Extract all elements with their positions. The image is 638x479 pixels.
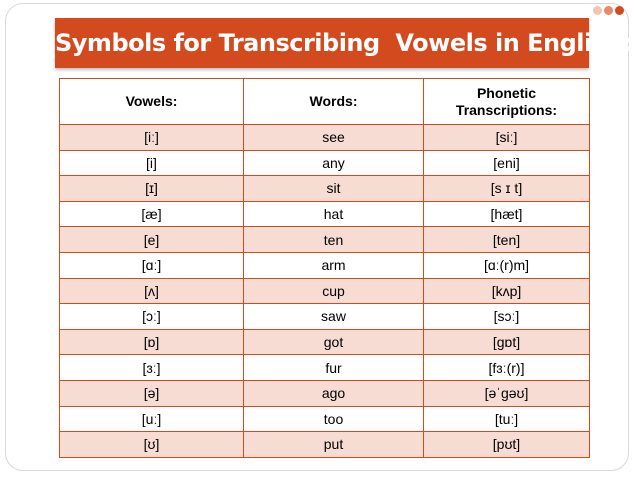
transcription-cell: [pʊt] [424, 432, 590, 458]
vowel-cell: [uː] [60, 406, 244, 432]
slide-title: Symbols for Transcribing Vowels in English: [55, 18, 589, 68]
word-cell: saw [244, 304, 424, 330]
word-cell: too [244, 406, 424, 432]
table-header-row [60, 79, 590, 125]
table-row [60, 432, 590, 458]
vowel-symbols-table [59, 78, 590, 458]
word-cell: got [244, 329, 424, 355]
transcription-cell: [fɜː(r)] [424, 355, 590, 381]
header-words: Words: [244, 79, 424, 125]
vowel-cell: [ɒ] [60, 329, 244, 355]
word-cell: ago [244, 380, 424, 406]
transcription-cell: [siː] [424, 125, 590, 151]
vowel-cell: [æ] [60, 201, 244, 227]
word-cell: see [244, 125, 424, 151]
header-vowels: Vowels: [60, 79, 244, 125]
transcription-cell: [gɒt] [424, 329, 590, 355]
deco-dot [604, 6, 613, 15]
transcription-cell: [eni] [424, 150, 590, 176]
word-cell: sit [244, 176, 424, 202]
vowel-cell: [i] [60, 150, 244, 176]
transcription-cell: [ten] [424, 227, 590, 253]
deco-dot [593, 6, 602, 15]
table-row [60, 329, 590, 355]
word-cell: any [244, 150, 424, 176]
vowel-cell: [ə] [60, 380, 244, 406]
transcription-cell: [kʌp] [424, 278, 590, 304]
transcription-cell: [əˈgəʊ] [424, 380, 590, 406]
vowel-cell: [ʌ] [60, 278, 244, 304]
transcription-cell: [s ɪ t] [424, 176, 590, 202]
vowel-cell: [iː] [60, 125, 244, 151]
table-row [60, 176, 590, 202]
table-row [60, 252, 590, 278]
table-row [60, 227, 590, 253]
vowel-cell: [e] [60, 227, 244, 253]
vowel-cell: [ɜː] [60, 355, 244, 381]
table-row [60, 150, 590, 176]
transcription-cell: [tuː] [424, 406, 590, 432]
word-cell: hat [244, 201, 424, 227]
vowel-cell: [ɪ] [60, 176, 244, 202]
table-row [60, 201, 590, 227]
word-cell: put [244, 432, 424, 458]
word-cell: arm [244, 252, 424, 278]
deco-dot [615, 6, 624, 15]
vowel-cell: [ɑː] [60, 252, 244, 278]
vowel-cell: [ɔː] [60, 304, 244, 330]
table-row [60, 278, 590, 304]
vowel-cell: [ʊ] [60, 432, 244, 458]
transcription-cell: [hæt] [424, 201, 590, 227]
word-cell: cup [244, 278, 424, 304]
transcription-cell: [sɔː] [424, 304, 590, 330]
word-cell: fur [244, 355, 424, 381]
corner-decoration [593, 6, 633, 16]
table-row [60, 406, 590, 432]
table-row [60, 355, 590, 381]
table-row [60, 380, 590, 406]
word-cell: ten [244, 227, 424, 253]
header-phonetic-transcriptions: Phonetic Transcriptions: [424, 79, 590, 125]
transcription-cell: [ɑː(r)m] [424, 252, 590, 278]
table-row [60, 304, 590, 330]
table-row [60, 125, 590, 151]
